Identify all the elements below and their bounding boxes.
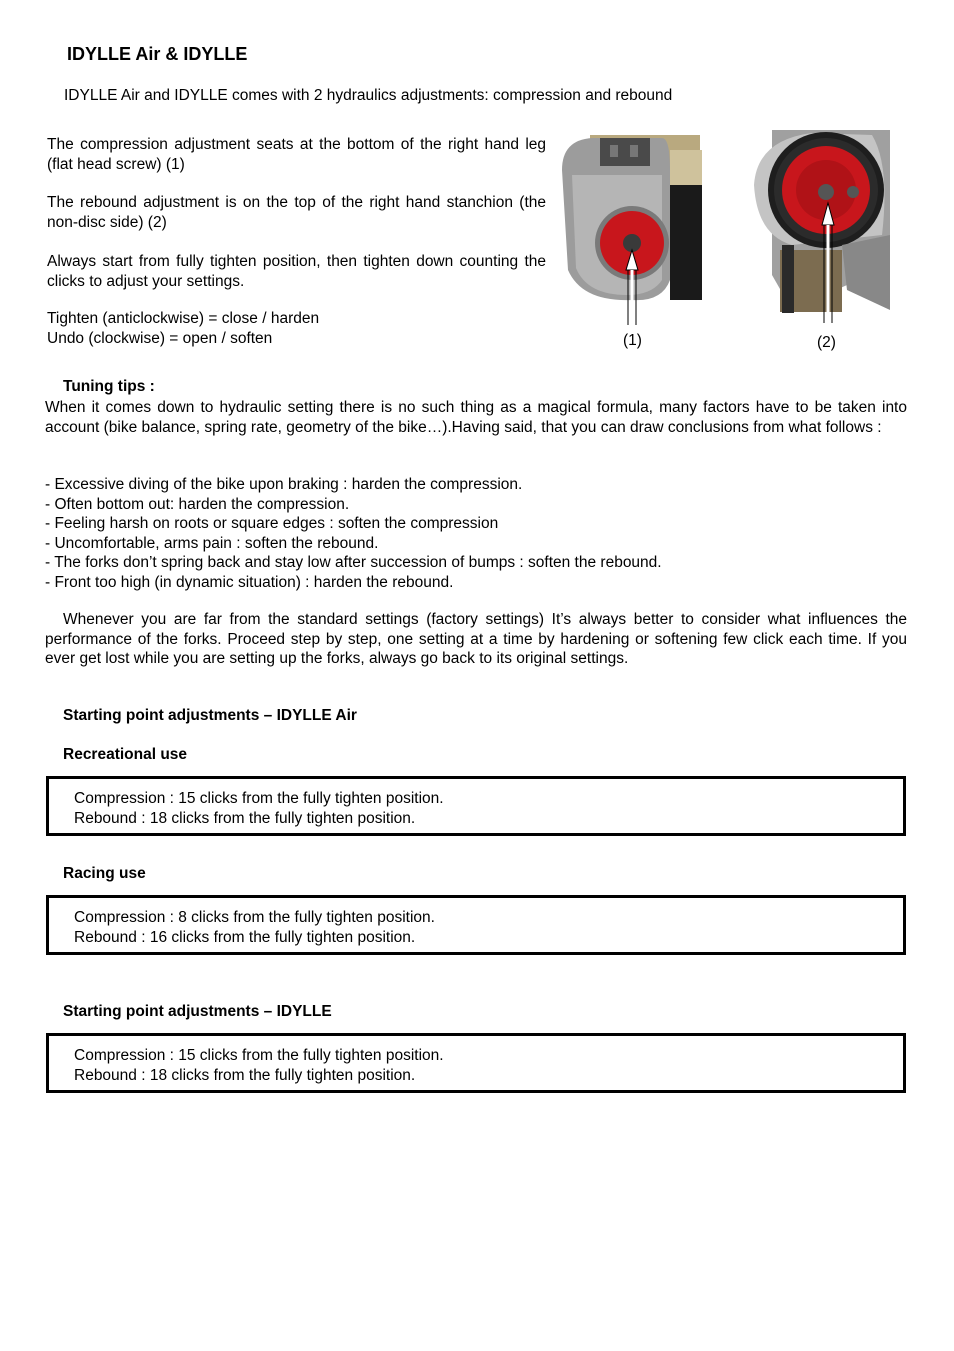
list-item: - Excessive diving of the bike upon braking : harden the compression. (45, 476, 523, 493)
figure-label-1: (1) (623, 332, 642, 349)
recreational-compression: Compression : 15 clicks from the fully tighten position. (74, 790, 444, 807)
page-title: IDYLLE Air & IDYLLE (67, 44, 248, 64)
tuning-tips-paragraph: When it comes down to hydraulic setting there is no such thing as a magical formula, many factors have to be taken into account (bike balance, spring rate, geometry of the bike…).Having said, that you can draw conclusions from what follows : (45, 399, 907, 436)
rebound-adjuster-figure (752, 125, 897, 330)
racing-heading: Racing use (63, 865, 146, 882)
tighten-note: Tighten (anticlockwise) = close / harden (47, 310, 320, 327)
direction-notes (47, 309, 546, 348)
recreational-heading: Recreational use (63, 746, 188, 763)
idylle-settings-box (46, 1033, 906, 1093)
racing-rebound: Rebound : 16 clicks from the fully tighten position. (74, 928, 416, 946)
idylle-heading: Starting point adjustments – IDYLLE (63, 1003, 332, 1020)
racing-settings-box (46, 895, 906, 955)
idylle-rebound: Rebound : 18 clicks from the fully tighten position. (74, 1066, 416, 1084)
rebound-description: The rebound adjustment is on the top of the right hand stanchion (the non-disc side) (2) (47, 194, 546, 231)
idylle-compression: Compression : 15 clicks from the fully tighten position. (74, 1047, 444, 1064)
list-item: - Feeling harsh on roots or square edges : soften the compression (45, 515, 499, 532)
recreational-settings-box (46, 776, 906, 836)
intro-text: IDYLLE Air and IDYLLE comes with 2 hydraulics adjustments: compression and rebound (64, 87, 673, 104)
undo-note: Undo (clockwise) = open / soften (47, 329, 273, 347)
whenever-paragraph: Whenever you are far from the standard settings (factory settings) It’s always better to consider what influences the performance of the forks. Proceed step by step, one setting at a time by hardening or softening few click each time. If you ever get lost while you are setting up the forks, always go back to its original settings. (45, 611, 907, 667)
compression-description: The compression adjustment seats at the bottom of the right hand leg (flat head screw) (1) (47, 136, 546, 173)
idylle-air-heading: Starting point adjustments – IDYLLE Air (63, 707, 357, 724)
list-item: - The forks don’t spring back and stay low after succession of bumps : soften the rebound. (45, 554, 662, 571)
figure-label-2: (2) (817, 334, 836, 351)
list-item: - Often bottom out: harden the compression. (45, 495, 350, 513)
tuning-tips-list (45, 475, 907, 592)
recreational-rebound: Rebound : 18 clicks from the fully tighten position. (74, 809, 416, 827)
racing-compression: Compression : 8 clicks from the fully tighten position. (74, 909, 435, 926)
compression-adjuster-figure (562, 130, 707, 330)
tuning-tips-heading: Tuning tips : (63, 378, 155, 395)
list-item: - Uncomfortable, arms pain : soften the rebound. (45, 534, 379, 552)
list-item: - Front too high (in dynamic situation) : harden the rebound. (45, 573, 454, 591)
start-position-note: Always start from fully tighten position, then tighten down counting the clicks to adjust your settings. (47, 253, 546, 290)
